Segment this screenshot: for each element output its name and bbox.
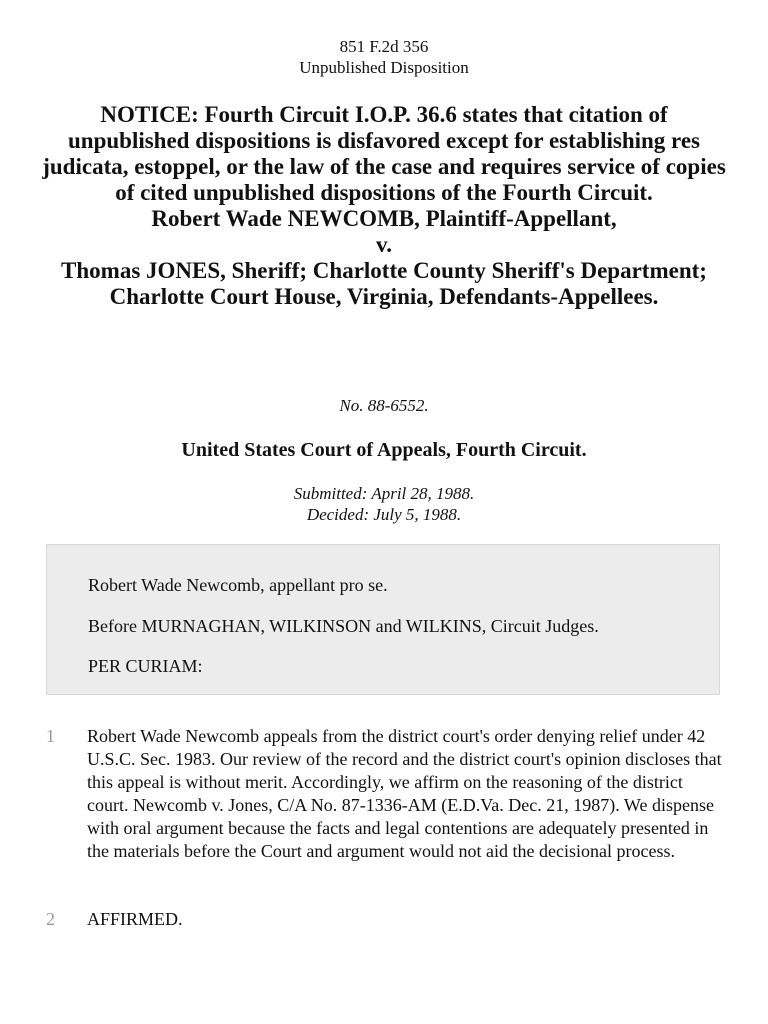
paragraph-text: Robert Wade Newcomb appeals from the district court's order denying relief under 42 U.S.C. Sec. 1983. Our review of the record and the district court's opinion discloses that this appeal is without merit. Accordingly, we affirm on the reasoning of the district court. Newcomb v. Jones, C/A No. 87-1336-AM (E.D.Va. Dec. 21, 1987). We dispense with oral argument because the facts and legal contentions are adequately presented in the materials before the Court and argument would not aid the decisional process.: [87, 726, 722, 861]
notice-text: NOTICE: Fourth Circuit I.O.P. 36.6 states that citation of unpublished dispositions is disfavored except for establishing res judicata, estoppel, or the law of the case and requires service of copies of cited unpublished dispositions of the Fourth Circuit.: [42, 102, 726, 205]
per-curiam-line: PER CURIAM:: [88, 656, 203, 676]
docket-number: No. 88-6552.: [339, 396, 429, 415]
versus-caption: v.: [376, 232, 392, 257]
decided-date: Decided: July 5, 1988.: [306, 505, 462, 524]
counsel-line: Robert Wade Newcomb, appellant pro se.: [88, 575, 388, 595]
opinion-header-box: [46, 544, 720, 695]
defendants-caption: Thomas JONES, Sheriff; Charlotte County Sheriff's Department; Charlotte Court House, Virginia, Defendants-Appellees.: [61, 258, 707, 309]
disposition-label: Unpublished Disposition: [299, 58, 469, 77]
panel-line: Before MURNAGHAN, WILKINSON and WILKINS, Circuit Judges.: [88, 616, 599, 636]
paragraph-number[interactable]: 2: [46, 909, 55, 929]
paragraph-text: AFFIRMED.: [87, 909, 183, 929]
court-name: United States Court of Appeals, Fourth Circuit.: [181, 439, 587, 461]
paragraph-number[interactable]: 1: [46, 726, 55, 746]
citation-header: [0, 36, 768, 78]
plaintiff-caption: Robert Wade NEWCOMB, Plaintiff-Appellant,: [151, 206, 617, 231]
case-dates: [0, 483, 768, 525]
reporter-citation: 851 F.2d 356: [339, 37, 429, 56]
case-heading: [40, 102, 728, 310]
submitted-date: Submitted: April 28, 1988.: [293, 484, 475, 503]
